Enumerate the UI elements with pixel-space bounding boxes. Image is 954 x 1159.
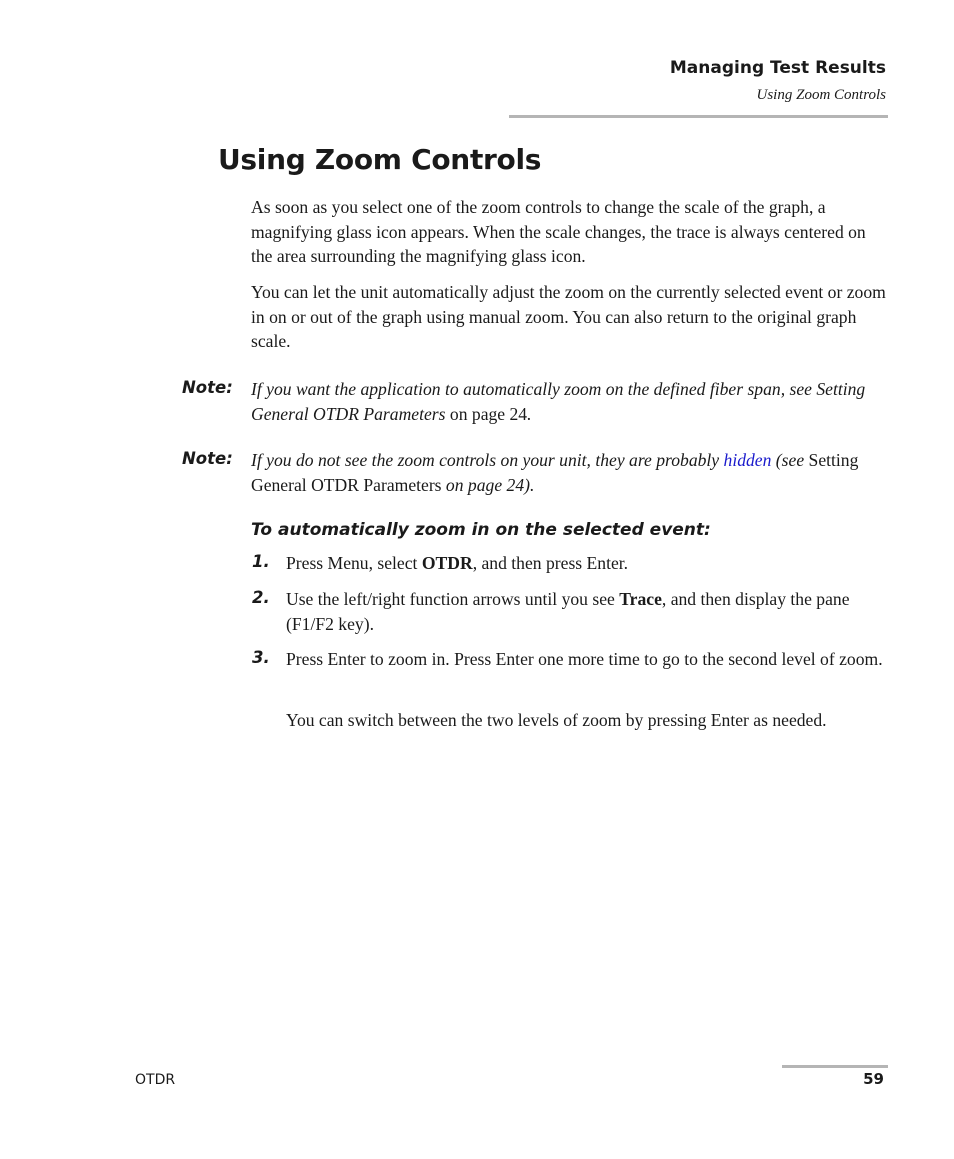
note-text bbox=[251, 377, 891, 426]
step-number: 3. bbox=[252, 648, 270, 667]
page-title: Using Zoom Controls bbox=[218, 143, 542, 176]
footer-rule bbox=[782, 1065, 888, 1068]
note-cross-ref: Setting General OTDR Parameters bbox=[251, 450, 859, 495]
step-text-part: Use the left/right function arrows until you see bbox=[286, 589, 620, 609]
step-text-part: , and then press Enter. bbox=[472, 553, 629, 573]
note-text-part: If you want the application to automatically zoom on the defined fiber span, see Setting General OTDR Parameters bbox=[251, 379, 866, 424]
step-text-part: Press Menu, select bbox=[286, 553, 422, 573]
note-label: Note: bbox=[182, 449, 233, 468]
step-number: 1. bbox=[252, 552, 270, 571]
note-text-part: If you do not see the zoom controls on your unit, they are probably bbox=[251, 450, 724, 470]
note-text bbox=[251, 448, 891, 497]
intro-paragraph: As soon as you select one of the zoom controls to change the scale of the graph, a magnifying glass icon appears. When the scale changes, the trace is always centered on the area surrounding the magnifying glass icon. bbox=[251, 197, 866, 266]
zoom-options-paragraph: You can let the unit automatically adjust the zoom on the currently selected event or zoom in on or out of the graph using manual zoom. You can also return to the original graph scale. bbox=[251, 282, 886, 351]
note-text-part: (see bbox=[771, 450, 809, 470]
step-followup-text: You can switch between the two levels of zoom by pressing Enter as needed. bbox=[286, 710, 827, 730]
note-text-end: on page 24). bbox=[441, 474, 535, 495]
step-number: 2. bbox=[252, 588, 270, 607]
running-header-chapter: Managing Test Results bbox=[669, 58, 886, 78]
header-rule bbox=[509, 115, 888, 118]
note-text-end: . bbox=[527, 403, 532, 424]
running-header-section: Using Zoom Controls bbox=[756, 87, 886, 103]
procedure-heading: To automatically zoom in on the selected event: bbox=[251, 520, 711, 540]
step-keyword: OTDR bbox=[421, 553, 473, 573]
note-label: Note: bbox=[182, 378, 233, 397]
step-keyword: Trace bbox=[619, 589, 662, 609]
footer-product: OTDR bbox=[135, 1072, 176, 1088]
step-text bbox=[286, 587, 891, 636]
hidden-link[interactable]: hidden bbox=[723, 450, 772, 470]
note-page-ref: on page 24 bbox=[445, 403, 528, 424]
step-text-part: , and then display the pane (F1/F2 key). bbox=[286, 589, 850, 634]
step-text: Press Enter to zoom in. Press Enter one more time to go to the second level of zoom. bbox=[286, 649, 883, 669]
step-text bbox=[286, 551, 891, 576]
page-number: 59 bbox=[863, 1070, 884, 1088]
